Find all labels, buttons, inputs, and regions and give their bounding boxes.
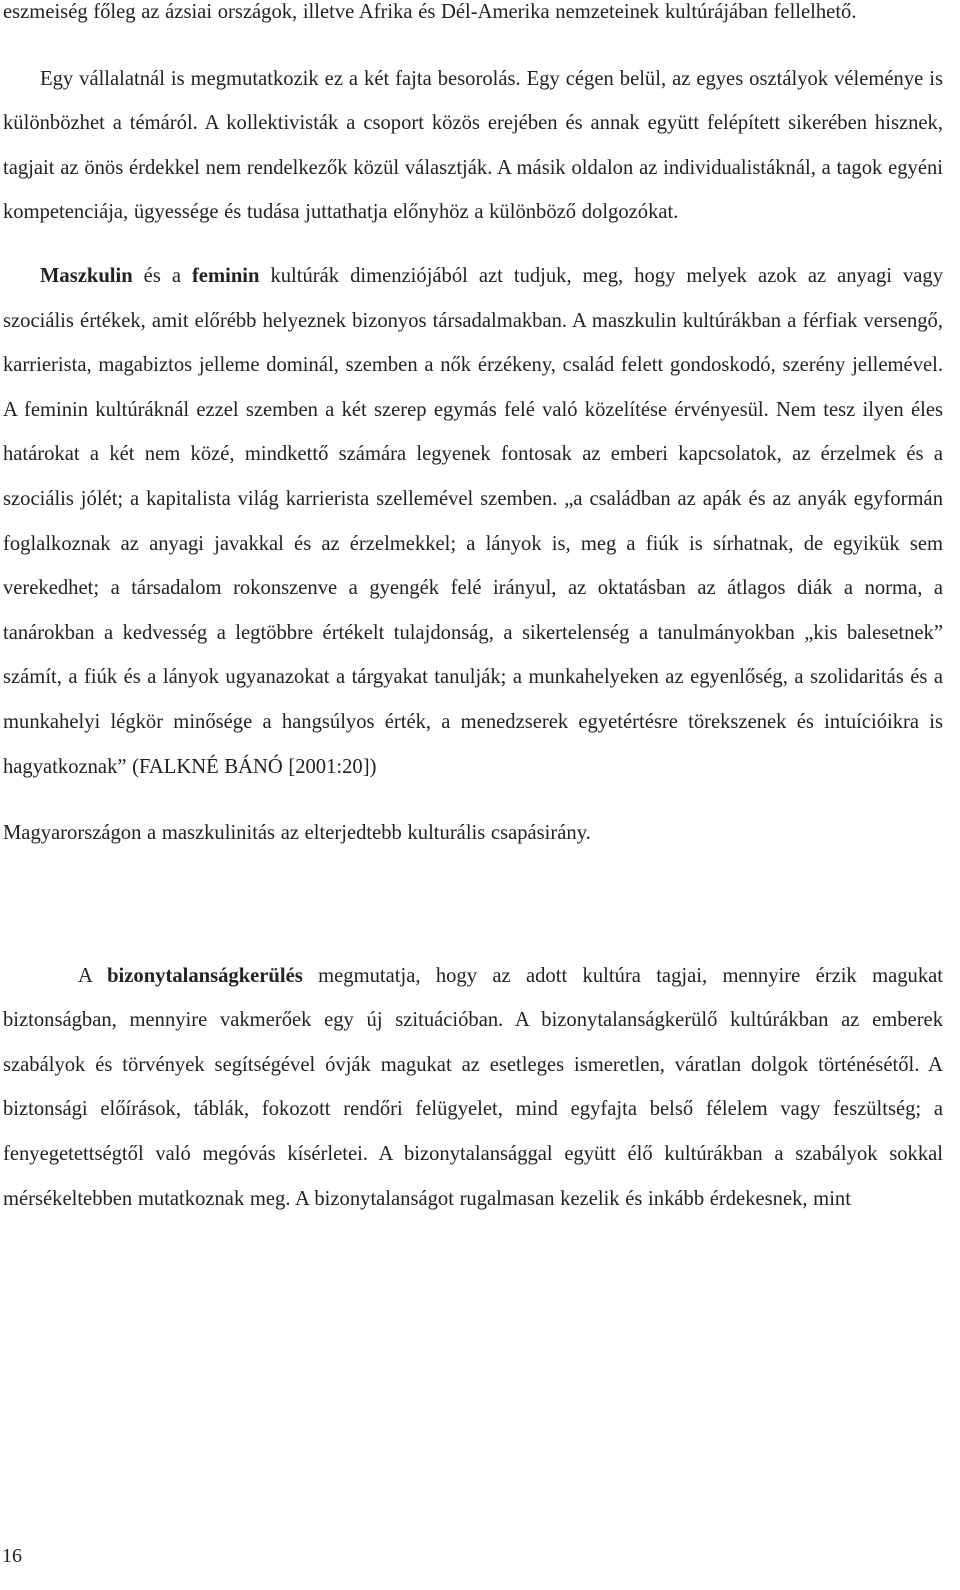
page-number: 16 — [2, 1545, 22, 1567]
text-run: eszmeiség főleg az ázsiai országok, illetve Afrika és Dél-Amerika nemzeteinek kultúrájában fellelhető. — [3, 1, 857, 23]
paragraph-masculine-feminine — [3, 254, 943, 789]
document-page — [3, 0, 943, 1221]
paragraph-uncertainty-avoidance — [3, 954, 943, 1222]
bold-term: bizonytalanságkerülés — [107, 964, 303, 987]
text-run: megmutatja, hogy az adott kultúra tagjai, mennyire érzik magukat biztonságban, mennyire vakmerőek egy új szituációban. A bizonytalanságkerülő kultúrákban az emberek szabályok és törvények segítségével óvják magukat az esetleges ismeretlen, váratlan dolgok történésétől. A biztonsági előírások, táblák, fokozott rendőri felügyelet, mind egyfajta belső félelem vagy feszültség; a fenyegetettségtől való megóvás kísérletei. A bizonytalansággal együtt élő kultúrákban a szabályok sokkal mérsékeltebben mutatkoznak meg. A bizonytalanságot rugalmasan kezelik és inkább érdekesnek, mint — [3, 964, 943, 1210]
bold-term: feminin — [191, 264, 260, 287]
text-run: kultúrák dimenziójából azt tudjuk, meg, hogy melyek azok az anyagi vagy szociális értékek, amit előrébb helyeznek bizonyos társadalmakban. A maszkulin kultúrákban a férfiak versengő, karrierista, magabiztos jelleme dominál, szemben a nők érzékeny, család felett gondoskodó, szerény jellemével. A feminin kultúráknál ezzel szemben a két szerep egymás felé való közelítése érvényesül. Nem tesz ilyen éles határokat a két nem közé, mindkettő számára legyenek fontosak az emberi kapcsolatok, az érzelmek és a szociális jólét; a kapitalista világ karrierista szellemével szemben. „a családban az apák és az anyák egyformán foglalkoznak az anyagi javakkal és az érzelmekkel; a lányok is, meg a fiúk is sírhatnak, de egyikük sem verekedhet; a társadalom rokonszenve a gyengék felé irányul, az oktatásban az átlagos diák a norma, a tanárokban a kedvesség a legtöbbre értékelt tulajdonság, a sikertelenség a tanulmányokban „kis balesetnek” számít, a fiúk és a lányok ugyanazokat a tárgyakat tanulják; a munkahelyeken az egyenlőség, a szolidaritás és a munkahelyi légkör minősége a hangsúlyos érték, a menedzserek egyetértésre törekszenek és intuícióikra is hagyatkoznak” (FALKNÉ BÁNÓ [2001:20]) — [3, 264, 943, 778]
paragraph-company-classification — [3, 57, 943, 235]
text-run: Egy vállalatnál is megmutatkozik ez a két fajta besorolás. Egy cégen belül, az egyes osztályok véleménye is különbözhet a témáról. A kollektivisták a csoport közös erejében és annak együtt felépített sikerében hisznek, tagjait az önös érdekkel nem rendelkezők közül választják. A másik oldalon az individualistáknál, a tagok egyéni kompetenciája, ügyessége és tudása juttathatja előnyhöz a különböző dolgozókat. — [3, 67, 943, 224]
bold-term: Maszkulin — [40, 264, 133, 287]
text-run: és a — [132, 264, 192, 287]
text-run: A — [78, 964, 108, 987]
paragraph-intro-end — [3, 0, 943, 35]
paragraph-hungary-masculinity — [3, 811, 943, 856]
text-run: Magyarországon a maszkulinitás az elterjedtebb kulturális csapásirány. — [3, 822, 591, 845]
